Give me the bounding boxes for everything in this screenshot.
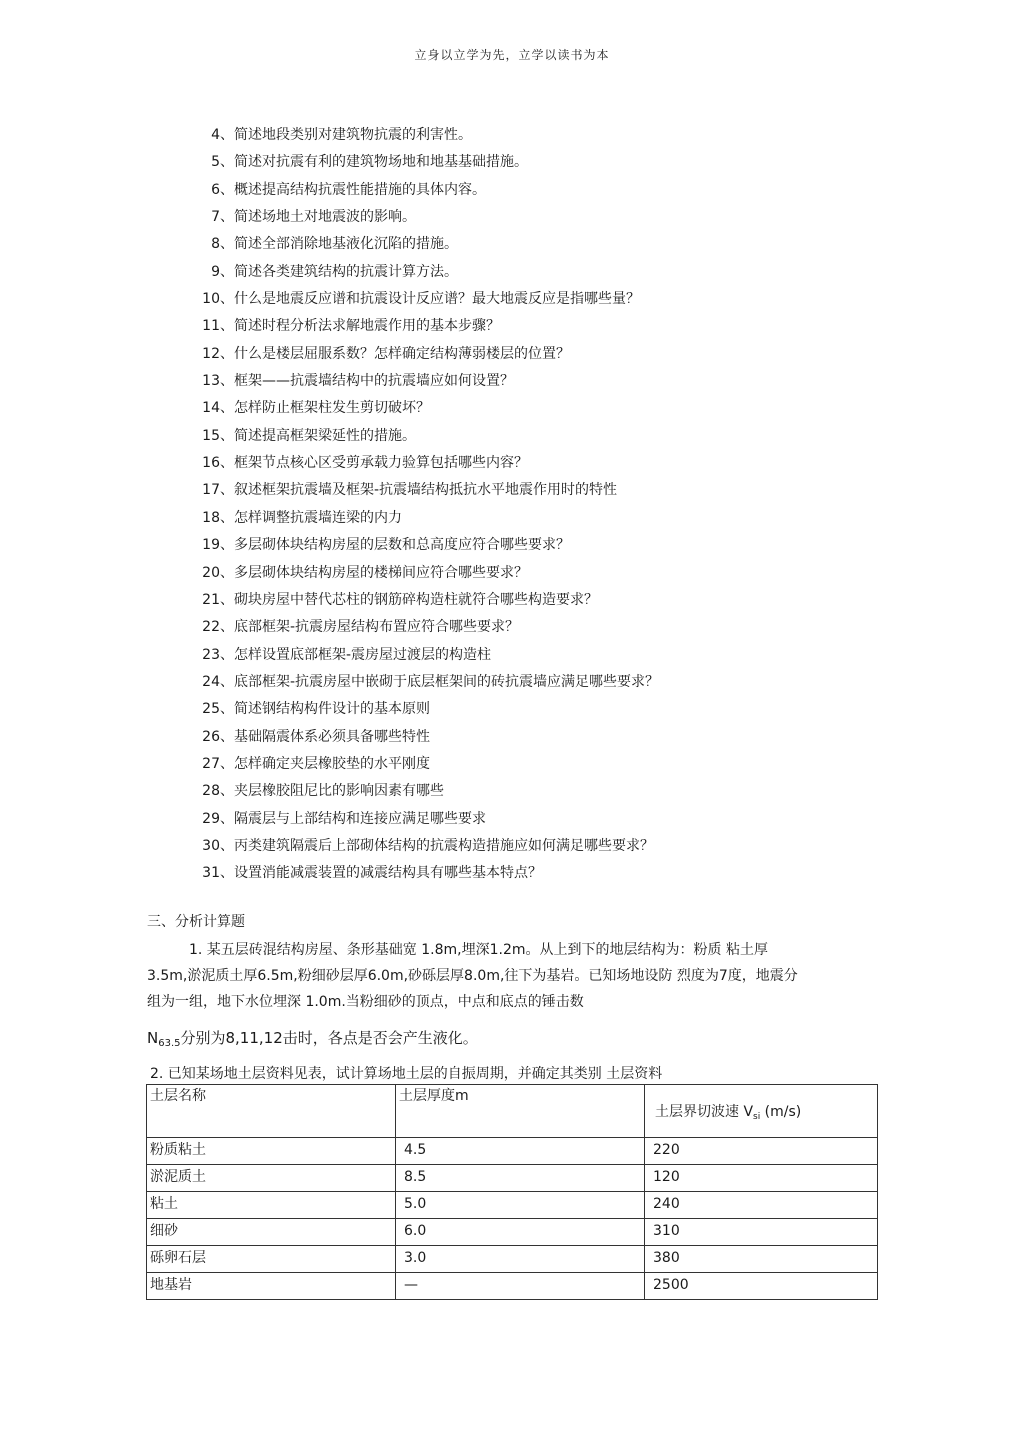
question-item xyxy=(190,724,659,751)
problem-1 xyxy=(147,937,877,1015)
problem-1-line-3: 组为一组，地下水位埋深 1.0m.当粉细砂的顶点，中点和底点的锤击数 xyxy=(147,994,584,1010)
question-separator: 、 xyxy=(220,619,234,636)
question-text: 怎样调整抗震墙连梁的内力 xyxy=(234,509,402,526)
question-separator: 、 xyxy=(220,537,234,554)
question-text: 概述提高结构抗震性能措施的具体内容。 xyxy=(234,181,486,198)
question-item xyxy=(190,669,659,696)
question-text: 砌块房屋中替代芯柱的钢筋碎构造柱就符合哪些构造要求？ xyxy=(234,591,598,608)
question-separator: 、 xyxy=(220,865,234,882)
cell-velocity: 240 xyxy=(645,1192,878,1219)
question-item xyxy=(190,450,659,477)
cell-velocity: 310 xyxy=(645,1219,878,1246)
question-text: 底部框架-抗震房屋中嵌砌于底层框架间的砖抗震墙应满足哪些要求？ xyxy=(234,673,660,690)
question-separator: 、 xyxy=(220,291,234,308)
question-number: 23 xyxy=(202,646,220,663)
question-number: 21 xyxy=(202,591,220,608)
question-separator: 、 xyxy=(220,181,234,198)
question-number: 17 xyxy=(202,482,220,499)
question-separator: 、 xyxy=(220,810,234,827)
question-item xyxy=(190,231,659,258)
question-separator: 、 xyxy=(220,127,234,143)
question-item xyxy=(190,532,659,559)
question-item xyxy=(190,259,659,286)
question-number: 6 xyxy=(211,181,220,198)
question-text: 简述提高框架梁延性的措施。 xyxy=(234,427,416,444)
question-text: 简述时程分析法求解地震作用的基本步骤？ xyxy=(234,318,500,335)
question-text: 夹层橡胶阻尼比的影响因素有哪些 xyxy=(234,783,444,800)
table-row xyxy=(147,1138,878,1165)
question-text: 框架——抗震墙结构中的抗震墙应如何设置？ xyxy=(234,373,514,390)
question-separator: 、 xyxy=(220,591,234,608)
table-row xyxy=(147,1273,878,1300)
section-title: 三、分析计算题 xyxy=(147,914,245,930)
question-item xyxy=(190,587,659,614)
question-number: 25 xyxy=(202,701,220,718)
cell-soil-name: 粉质粘土 xyxy=(147,1138,396,1165)
cell-soil-name: 砾卵石层 xyxy=(147,1246,396,1273)
question-text: 简述各类建筑结构的抗震计算方法。 xyxy=(234,263,458,280)
question-item xyxy=(190,204,659,231)
question-number: 14 xyxy=(202,400,220,417)
n-subscript: 63.5 xyxy=(158,1038,181,1049)
header-velocity-unit: (m/s) xyxy=(760,1103,802,1120)
header-soil-name: 土层名称 xyxy=(147,1085,396,1138)
question-number: 11 xyxy=(202,318,220,335)
question-item xyxy=(190,642,659,669)
question-number: 19 xyxy=(202,537,220,554)
question-number: 24 xyxy=(202,673,220,690)
cell-thickness: 6.0 xyxy=(396,1219,645,1246)
question-text: 设置消能减震装置的减震结构具有哪些基本特点？ xyxy=(234,865,542,882)
n-symbol: N xyxy=(147,1029,159,1047)
question-text: 多层砌体块结构房屋的层数和总高度应符合哪些要求？ xyxy=(234,537,570,554)
table-row xyxy=(147,1219,878,1246)
question-separator: 、 xyxy=(220,345,234,362)
question-item xyxy=(190,477,659,504)
cell-thickness: 8.5 xyxy=(396,1165,645,1192)
question-separator: 、 xyxy=(220,373,234,390)
question-number: 26 xyxy=(202,728,220,745)
problem-1-line-4 xyxy=(147,1027,877,1049)
question-number: 28 xyxy=(202,783,220,800)
question-separator: 、 xyxy=(220,236,234,253)
problem-1-line-4-text: 分别为8,11,12击时，各点是否会产生液化。 xyxy=(180,1029,478,1047)
question-number: 7 xyxy=(211,209,220,226)
question-separator: 、 xyxy=(220,646,234,663)
question-text: 基础隔震体系必须具备哪些特性 xyxy=(234,728,430,745)
cell-soil-name: 淤泥质土 xyxy=(147,1165,396,1192)
question-separator: 、 xyxy=(220,728,234,745)
question-item xyxy=(190,341,659,368)
question-item xyxy=(190,313,659,340)
question-text: 简述全部消除地基液化沉陷的措施。 xyxy=(234,236,458,253)
cell-thickness: 4.5 xyxy=(396,1138,645,1165)
table-row xyxy=(147,1165,878,1192)
cell-soil-name: 细砂 xyxy=(147,1219,396,1246)
header-shear-velocity xyxy=(645,1085,878,1138)
question-number: 13 xyxy=(202,373,220,390)
question-item xyxy=(190,286,659,313)
question-number: 20 xyxy=(202,564,220,581)
table-row xyxy=(147,1192,878,1219)
question-separator: 、 xyxy=(220,263,234,280)
question-text: 隔震层与上部结构和连接应满足哪些要求 xyxy=(234,810,486,827)
question-number: 5 xyxy=(211,154,220,171)
question-number: 15 xyxy=(202,427,220,444)
question-separator: 、 xyxy=(220,400,234,417)
question-text: 多层砌体块结构房屋的楼梯间应符合哪些要求？ xyxy=(234,564,528,581)
question-separator: 、 xyxy=(220,427,234,444)
question-separator: 、 xyxy=(220,318,234,335)
question-item xyxy=(190,833,659,860)
question-separator: 、 xyxy=(220,154,234,171)
question-number: 18 xyxy=(202,509,220,526)
question-number: 16 xyxy=(202,455,220,472)
question-separator: 、 xyxy=(220,783,234,800)
cell-thickness: 5.0 xyxy=(396,1192,645,1219)
question-number: 22 xyxy=(202,619,220,636)
cell-velocity: 120 xyxy=(645,1165,878,1192)
question-text: 底部框架-抗震房屋结构布置应符合哪些要求？ xyxy=(234,619,520,636)
cell-soil-name: 地基岩 xyxy=(147,1273,396,1300)
soil-table-header-row xyxy=(147,1085,878,1138)
soil-table xyxy=(146,1084,878,1300)
question-item xyxy=(190,860,659,887)
question-number: 27 xyxy=(202,755,220,772)
question-item xyxy=(190,751,659,778)
question-text: 怎样设置底部框架-震房屋过渡层的构造柱 xyxy=(234,646,492,663)
header-velocity-label: 土层界切波速 V xyxy=(655,1103,754,1120)
question-text: 什么是地震反应谱和抗震设计反应谱？最大地震反应是指哪些量？ xyxy=(234,291,640,308)
question-number: 31 xyxy=(202,865,220,882)
question-text: 怎样防止框架柱发生剪切破坏？ xyxy=(234,400,430,417)
question-item xyxy=(190,505,659,532)
question-text: 什么是楼层屈服系数？怎样确定结构薄弱楼层的位置？ xyxy=(234,345,570,362)
question-separator: 、 xyxy=(220,755,234,772)
question-separator: 、 xyxy=(220,482,234,499)
cell-velocity: 2500 xyxy=(645,1273,878,1300)
question-text: 叙述框架抗震墙及框架-抗震墙结构抵抗水平地震作用时的特性 xyxy=(234,482,618,499)
question-item xyxy=(190,806,659,833)
page-header: 立身以立学为先，立学以读书为本 xyxy=(414,48,610,62)
question-item xyxy=(190,177,659,204)
problem-2: 2. 已知某场地土层资料见表，试计算场地土层的自振周期，并确定其类别 土层资料 xyxy=(150,1066,663,1082)
question-separator: 、 xyxy=(220,509,234,526)
cell-thickness: — xyxy=(396,1273,645,1300)
question-separator: 、 xyxy=(220,455,234,472)
question-item xyxy=(190,395,659,422)
cell-velocity: 380 xyxy=(645,1246,878,1273)
table-row xyxy=(147,1246,878,1273)
question-list xyxy=(190,122,659,888)
header-velocity-sub: si xyxy=(753,1111,761,1122)
question-item xyxy=(190,560,659,587)
cell-velocity: 220 xyxy=(645,1138,878,1165)
question-text: 怎样确定夹层橡胶垫的水平刚度 xyxy=(234,755,430,772)
question-text: 框架节点核心区受剪承载力验算包括哪些内容？ xyxy=(234,455,528,472)
question-number: 29 xyxy=(202,810,220,827)
question-item xyxy=(190,696,659,723)
question-text: 简述对抗震有利的建筑物场地和地基基础措施。 xyxy=(234,154,528,171)
question-separator: 、 xyxy=(220,701,234,718)
question-number: 4 xyxy=(211,127,220,143)
question-number: 10 xyxy=(202,291,220,308)
problem-1-line-2: 3.5m,淤泥质土厚6.5m,粉细砂层厚6.0m,砂砾层厚8.0m,往下为基岩。已知场地设防 烈度为7度，地震分 xyxy=(147,968,798,984)
question-text: 简述钢结构构件设计的基本原则 xyxy=(234,701,430,718)
question-item xyxy=(190,614,659,641)
question-number: 30 xyxy=(202,837,220,854)
question-item xyxy=(190,423,659,450)
question-item xyxy=(190,149,659,176)
question-text: 简述地段类别对建筑物抗震的利害性。 xyxy=(234,127,472,143)
question-item xyxy=(190,122,659,149)
question-separator: 、 xyxy=(220,564,234,581)
question-separator: 、 xyxy=(220,209,234,226)
question-separator: 、 xyxy=(220,837,234,854)
cell-thickness: 3.0 xyxy=(396,1246,645,1273)
question-text: 简述场地土对地震波的影响。 xyxy=(234,209,416,226)
question-separator: 、 xyxy=(220,673,234,690)
question-text: 丙类建筑隔震后上部砌体结构的抗震构造措施应如何满足哪些要求？ xyxy=(234,837,654,854)
soil-table-body xyxy=(147,1138,878,1300)
header-thickness: 土层厚度m xyxy=(396,1085,645,1138)
question-number: 12 xyxy=(202,345,220,362)
question-item xyxy=(190,778,659,805)
question-number: 8 xyxy=(211,236,220,253)
question-number: 9 xyxy=(211,263,220,280)
question-item xyxy=(190,368,659,395)
problem-1-line-1: 1. 某五层砖混结构房屋、条形基础宽 1.8m,埋深1.2m。从上到下的地层结构为：粉质 粘土厚 xyxy=(189,942,768,958)
cell-soil-name: 粘土 xyxy=(147,1192,396,1219)
